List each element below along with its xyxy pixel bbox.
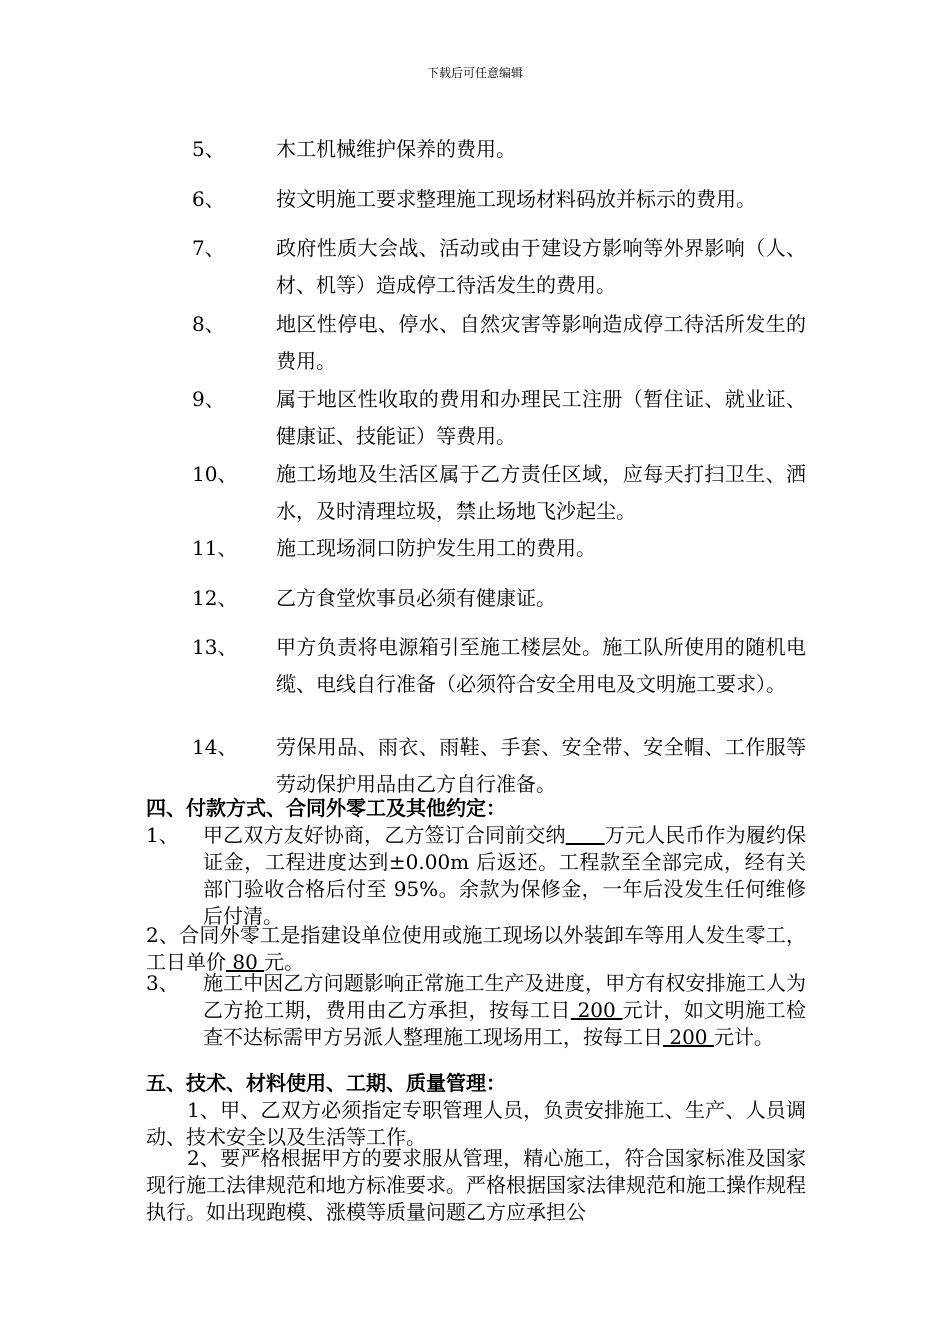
daily-rate-value: 80 bbox=[226, 950, 265, 974]
item-text: 属于地区性收取的费用和办理民工注册（暂住证、就业证、健康证、技能证）等费用。 bbox=[276, 387, 806, 448]
paragraph-text: 施工中因乙方问题影响正常施工生产及进度，甲方有权安排施工人为乙方抢工期，费用由乙方承担，按每工日 bbox=[203, 971, 806, 1022]
item-text: 按文明施工要求整理施工现场材料码放并标示的费用。 bbox=[276, 187, 756, 211]
item-text: 劳保用品、雨衣、雨鞋、手套、安全带、安全帽、工作服等劳动保护用品由乙方自行准备。 bbox=[276, 735, 806, 796]
paragraph-text: 2、合同外零工是指建设单位使用或施工现场以外装卸车等用人发生零工，工日单价 bbox=[146, 923, 806, 974]
paragraph: 2、要严格根据甲方的要求服从管理，精心施工，符合国家标准及国家现行施工法律规范和地方标准要求。严格根据国家法律规范和施工操作规程执行。如出现跑模、涨模等质量问题乙方应承担公 bbox=[146, 1146, 806, 1224]
paragraph-text: 元计。 bbox=[713, 1025, 774, 1049]
item-number: 10、 bbox=[192, 462, 238, 486]
blank-field bbox=[566, 823, 605, 847]
item-number: 8、 bbox=[192, 312, 225, 336]
paragraph-number: 3、 bbox=[146, 971, 179, 995]
item-number: 11、 bbox=[192, 536, 238, 560]
item-text: 乙方食堂炊事员必须有健康证。 bbox=[276, 586, 556, 610]
item-number: 7、 bbox=[192, 236, 225, 260]
section-heading: 四、付款方式、合同外零工及其他约定： bbox=[146, 796, 506, 820]
paragraph-text: 元计，如文明施工检查不达标需甲方另派人整理施工现场用工，按每工日 bbox=[203, 998, 807, 1049]
item-text: 施工现场洞口防护发生用工的费用。 bbox=[276, 536, 596, 560]
item-number: 12、 bbox=[192, 586, 238, 610]
item-text: 政府性质大会战、活动或由于建设方影响等外界影响（人、材、机等）造成停工待活发生的费用。 bbox=[276, 236, 806, 297]
item-number: 5、 bbox=[192, 137, 225, 161]
paragraph bbox=[203, 822, 806, 930]
paragraph bbox=[203, 970, 806, 1051]
paragraph-text: 甲乙双方友好协商，乙方签订合同前交纳 bbox=[203, 823, 566, 847]
item-number: 14、 bbox=[192, 735, 238, 759]
item-text: 施工场地及生活区属于乙方责任区域，应每天打扫卫生、洒水，及时清理垃圾，禁止场地飞沙起尘。 bbox=[276, 462, 806, 523]
page-header-watermark: 下载后可任意编辑 bbox=[426, 66, 523, 80]
paragraph-text: 万元人民币作为履约保证金，工程进度达到±0.00m 后返还。工程款至全部完成，经有关部门验收合格后付至 95%。余款为保修金，一年后没发生任何维修后付清。 bbox=[203, 823, 807, 928]
item-text: 木工机械维护保养的费用。 bbox=[276, 137, 516, 161]
daily-rate-value: 200 bbox=[570, 998, 623, 1022]
paragraph-text: 元。 bbox=[264, 950, 305, 974]
section-heading: 五、技术、材料使用、工期、质量管理： bbox=[146, 1071, 506, 1095]
item-text: 甲方负责将电源箱引至施工楼层处。施工队所使用的随机电缆、电线自行准备（必须符合安全用电及文明施工要求）。 bbox=[276, 635, 806, 696]
item-text: 地区性停电、停水、自然灾害等影响造成停工待活所发生的费用。 bbox=[276, 312, 806, 373]
item-number: 9、 bbox=[192, 387, 225, 411]
daily-rate-value: 200 bbox=[663, 1025, 714, 1049]
paragraph-number: 1、 bbox=[146, 823, 179, 847]
paragraph: 1、甲、乙双方必须指定专职管理人员，负责安排施工、生产、人员调动、技术安全以及生活等工作。 bbox=[146, 1098, 806, 1149]
item-number: 6、 bbox=[192, 187, 225, 211]
paragraph bbox=[146, 922, 806, 976]
item-number: 13、 bbox=[192, 635, 238, 659]
